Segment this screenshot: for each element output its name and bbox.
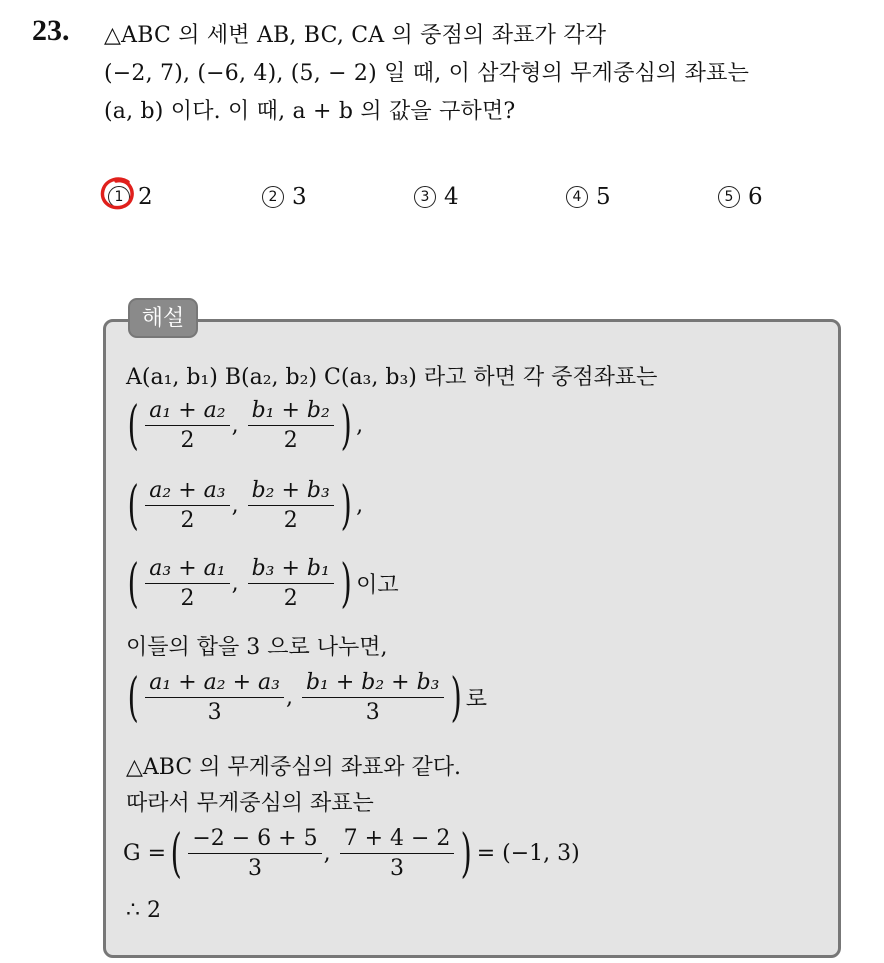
midpoint-bc: ( $\frac{\text{a₂ + a₃}}{2}$ , $\frac{\text{b₂ + b₃}}{2}$ ) ,	[127, 475, 364, 536]
choice-5[interactable]	[718, 184, 763, 210]
question-line-2: (−2, 7), (−6, 4), (5, − 2) 일 때, 이 삼각형의 무게중심의 좌표는	[104, 61, 750, 86]
choice-2[interactable]	[262, 184, 307, 210]
choice-4[interactable]	[566, 184, 611, 210]
choice-3-symbol: 3	[414, 186, 436, 208]
g-label: G =	[123, 841, 167, 866]
right-paren: )	[340, 475, 352, 536]
therefore-text: 따라서 무게중심의 좌표는	[126, 791, 374, 816]
right-paren: )	[450, 667, 462, 728]
left-paren: (	[127, 667, 139, 728]
choice-2-value: 3	[292, 184, 307, 210]
left-paren: (	[127, 475, 139, 536]
solution-tag: 해설	[128, 298, 198, 338]
left-paren: (	[127, 553, 139, 614]
right-paren: )	[460, 823, 473, 884]
fraction: $\frac{\text{a₁ + a₂}}{2}$	[145, 398, 229, 453]
fraction: $\frac{\text{a₂ + a₃}}{2}$	[145, 478, 229, 533]
divide-text: 이들의 합을 3 으로 나누면,	[126, 635, 388, 660]
fraction: $\frac{-2 - 6 + 5}{3}$	[188, 826, 321, 881]
question-line-1: △ABC 의 세변 AB, BC, CA 의 중점의 좌표가 각각	[104, 23, 607, 48]
fraction: $\frac{\text{b₂ + b₃}}{2}$	[248, 478, 334, 533]
right-paren: )	[340, 553, 352, 614]
equals-text: △ABC 의 무게중심의 좌표와 같다.	[126, 755, 461, 780]
choice-2-symbol: 2	[262, 186, 284, 208]
fraction: $\frac{\text{a₃ + a₁}}{2}$	[145, 556, 229, 611]
choice-3[interactable]	[414, 184, 459, 210]
conclusion: ∴ 2	[126, 898, 161, 923]
choice-4-value: 5	[596, 184, 611, 210]
choice-1-value: 2	[138, 184, 153, 210]
g-equation: G = ( $\frac{-2 - 6 + 5}{3}$ , $\frac{7 + 4 - 2}{3}$ ) = (−1, 3)	[123, 823, 580, 884]
choice-4-symbol: 4	[566, 186, 588, 208]
centroid-formula: ( $\frac{\text{a₁ + a₂ + a₃}}{3}$ , $\frac{\text{b₁ + b₂ + b₃}}{3}$ ) 로	[127, 667, 488, 728]
fraction: $\frac{\text{b₁ + b₂ + b₃}}{3}$	[302, 670, 444, 725]
solution-intro: A(a₁, b₁) B(a₂, b₂) C(a₃, b₃) 라고 하면 각 중점좌표는	[126, 365, 658, 390]
choice-3-value: 4	[444, 184, 459, 210]
answer-mark-icon	[98, 176, 140, 214]
left-paren: (	[170, 823, 182, 884]
fraction: $\frac{\text{b₁ + b₂}}{2}$	[248, 398, 334, 453]
fraction: $\frac{7 + 4 - 2}{3}$	[340, 826, 455, 881]
fraction: $\frac{\text{b₃ + b₁}}{2}$	[248, 556, 334, 611]
question-number: 23.	[32, 14, 70, 47]
midpoint-ab: ( $\frac{\text{a₁ + a₂}}{2}$ , $\frac{\text{b₁ + b₂}}{2}$ ) ,	[127, 395, 364, 456]
choice-1-symbol: 1	[108, 186, 130, 208]
left-paren: (	[127, 395, 139, 456]
midpoint-ca: ( $\frac{\text{a₃ + a₁}}{2}$ , $\frac{\text{b₃ + b₁}}{2}$ ) 이고	[127, 553, 399, 614]
choice-5-value: 6	[748, 184, 763, 210]
right-paren: )	[340, 395, 352, 456]
question-line-3: (a, b) 이다. 이 때, a + b 의 값을 구하면?	[104, 99, 516, 124]
choice-5-symbol: 5	[718, 186, 740, 208]
g-result: = (−1, 3)	[476, 841, 580, 866]
fraction: $\frac{\text{a₁ + a₂ + a₃}}{3}$	[145, 670, 284, 725]
